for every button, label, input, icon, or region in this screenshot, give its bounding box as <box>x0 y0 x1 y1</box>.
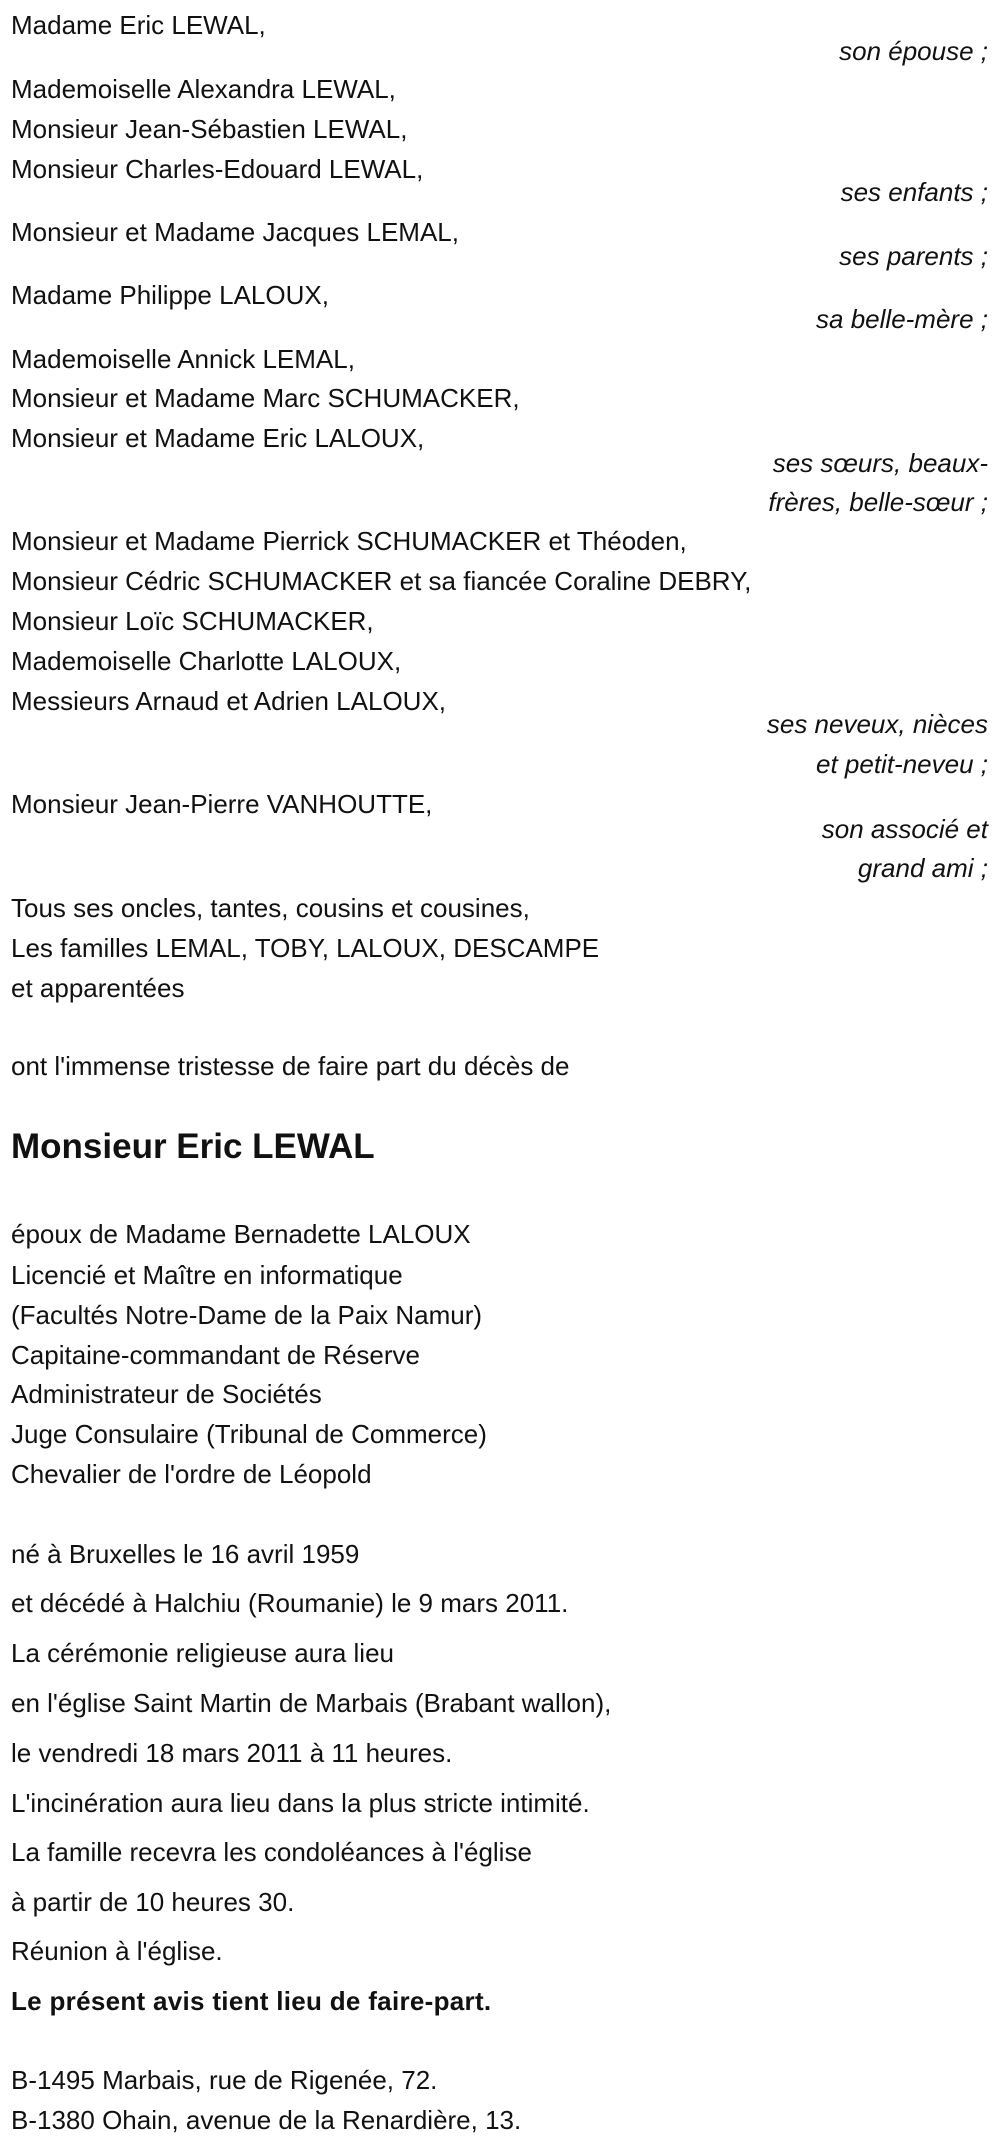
relationship-label: son associé et <box>821 814 988 844</box>
ceremony-detail: La cérémonie religieuse aura lieu <box>11 1638 395 1668</box>
announcement-text: ont l'immense tristesse de faire part du décès de <box>11 1051 570 1081</box>
ceremony-detail: né à Bruxelles le 16 avril 1959 <box>11 1539 360 1569</box>
family-member: Monsieur Loïc SCHUMACKER, <box>11 606 374 636</box>
family-member: Messieurs Arnaud et Adrien LALOUX, <box>11 686 447 716</box>
deceased-title: Administrateur de Sociétés <box>11 1379 322 1409</box>
family-member: Les familles LEMAL, TOBY, LALOUX, DESCAMPE <box>11 933 600 963</box>
relationship-label: son épouse ; <box>839 36 988 66</box>
family-member: Mademoiselle Alexandra LEWAL, <box>11 74 396 104</box>
ceremony-detail: L'incinération aura lieu dans la plus stricte intimité. <box>11 1788 590 1818</box>
relationship-label: sa belle-mère ; <box>816 304 988 334</box>
relationship-label: et petit-neveu ; <box>816 749 988 779</box>
family-member: Madame Eric LEWAL, <box>11 10 266 40</box>
family-member: Monsieur Charles-Edouard LEWAL, <box>11 154 424 184</box>
family-member: Mademoiselle Annick LEMAL, <box>11 344 355 374</box>
relationship-label: grand ami ; <box>857 853 988 883</box>
closing-statement: Le présent avis tient lieu de faire-part. <box>11 1986 492 2016</box>
address-line: B-1495 Marbais, rue de Rigenée, 72. <box>11 2065 438 2095</box>
address-line: B-1380 Ohain, avenue de la Renardière, 13. <box>11 2105 522 2135</box>
family-member: Monsieur et Madame Eric LALOUX, <box>11 423 425 453</box>
family-member: Monsieur et Madame Marc SCHUMACKER, <box>11 383 520 413</box>
family-member: Madame Philippe LALOUX, <box>11 280 329 310</box>
deceased-title: époux de Madame Bernadette LALOUX <box>11 1219 471 1249</box>
family-member: et apparentées <box>11 973 185 1003</box>
ceremony-detail: et décédé à Halchiu (Roumanie) le 9 mars 2011. <box>11 1588 569 1618</box>
family-member: Tous ses oncles, tantes, cousins et cousines, <box>11 893 530 923</box>
family-member: Mademoiselle Charlotte LALOUX, <box>11 646 402 676</box>
family-member: Monsieur et Madame Jacques LEMAL, <box>11 217 459 247</box>
ceremony-detail: en l'église Saint Martin de Marbais (Brabant wallon), <box>11 1688 612 1718</box>
relationship-label: ses sœurs, beaux- <box>772 448 988 478</box>
relationship-label: ses parents ; <box>839 241 988 271</box>
ceremony-detail: le vendredi 18 mars 2011 à 11 heures. <box>11 1738 453 1768</box>
ceremony-detail: La famille recevra les condoléances à l'église <box>11 1837 532 1867</box>
family-member: Monsieur Jean-Pierre VANHOUTTE, <box>11 789 433 819</box>
relationship-label: ses neveux, nièces <box>766 709 988 739</box>
family-member: Monsieur et Madame Pierrick SCHUMACKER et Théoden, <box>11 526 687 556</box>
family-member: Monsieur Cédric SCHUMACKER et sa fiancée Coraline DEBRY, <box>11 566 752 596</box>
ceremony-detail: à partir de 10 heures 30. <box>11 1887 295 1917</box>
deceased-title: Licencié et Maître en informatique <box>11 1260 403 1290</box>
relationship-label: frères, belle-sœur ; <box>768 487 988 517</box>
ceremony-detail: Réunion à l'église. <box>11 1936 223 1966</box>
deceased-title: (Facultés Notre-Dame de la Paix Namur) <box>11 1300 483 1330</box>
deceased-title: Chevalier de l'ordre de Léopold <box>11 1459 372 1489</box>
family-member: Monsieur Jean-Sébastien LEWAL, <box>11 114 408 144</box>
deceased-name: Monsieur Eric LEWAL <box>11 1127 375 1166</box>
relationship-label: ses enfants ; <box>840 177 988 207</box>
deceased-title: Capitaine-commandant de Réserve <box>11 1340 420 1370</box>
deceased-title: Juge Consulaire (Tribunal de Commerce) <box>11 1419 487 1449</box>
